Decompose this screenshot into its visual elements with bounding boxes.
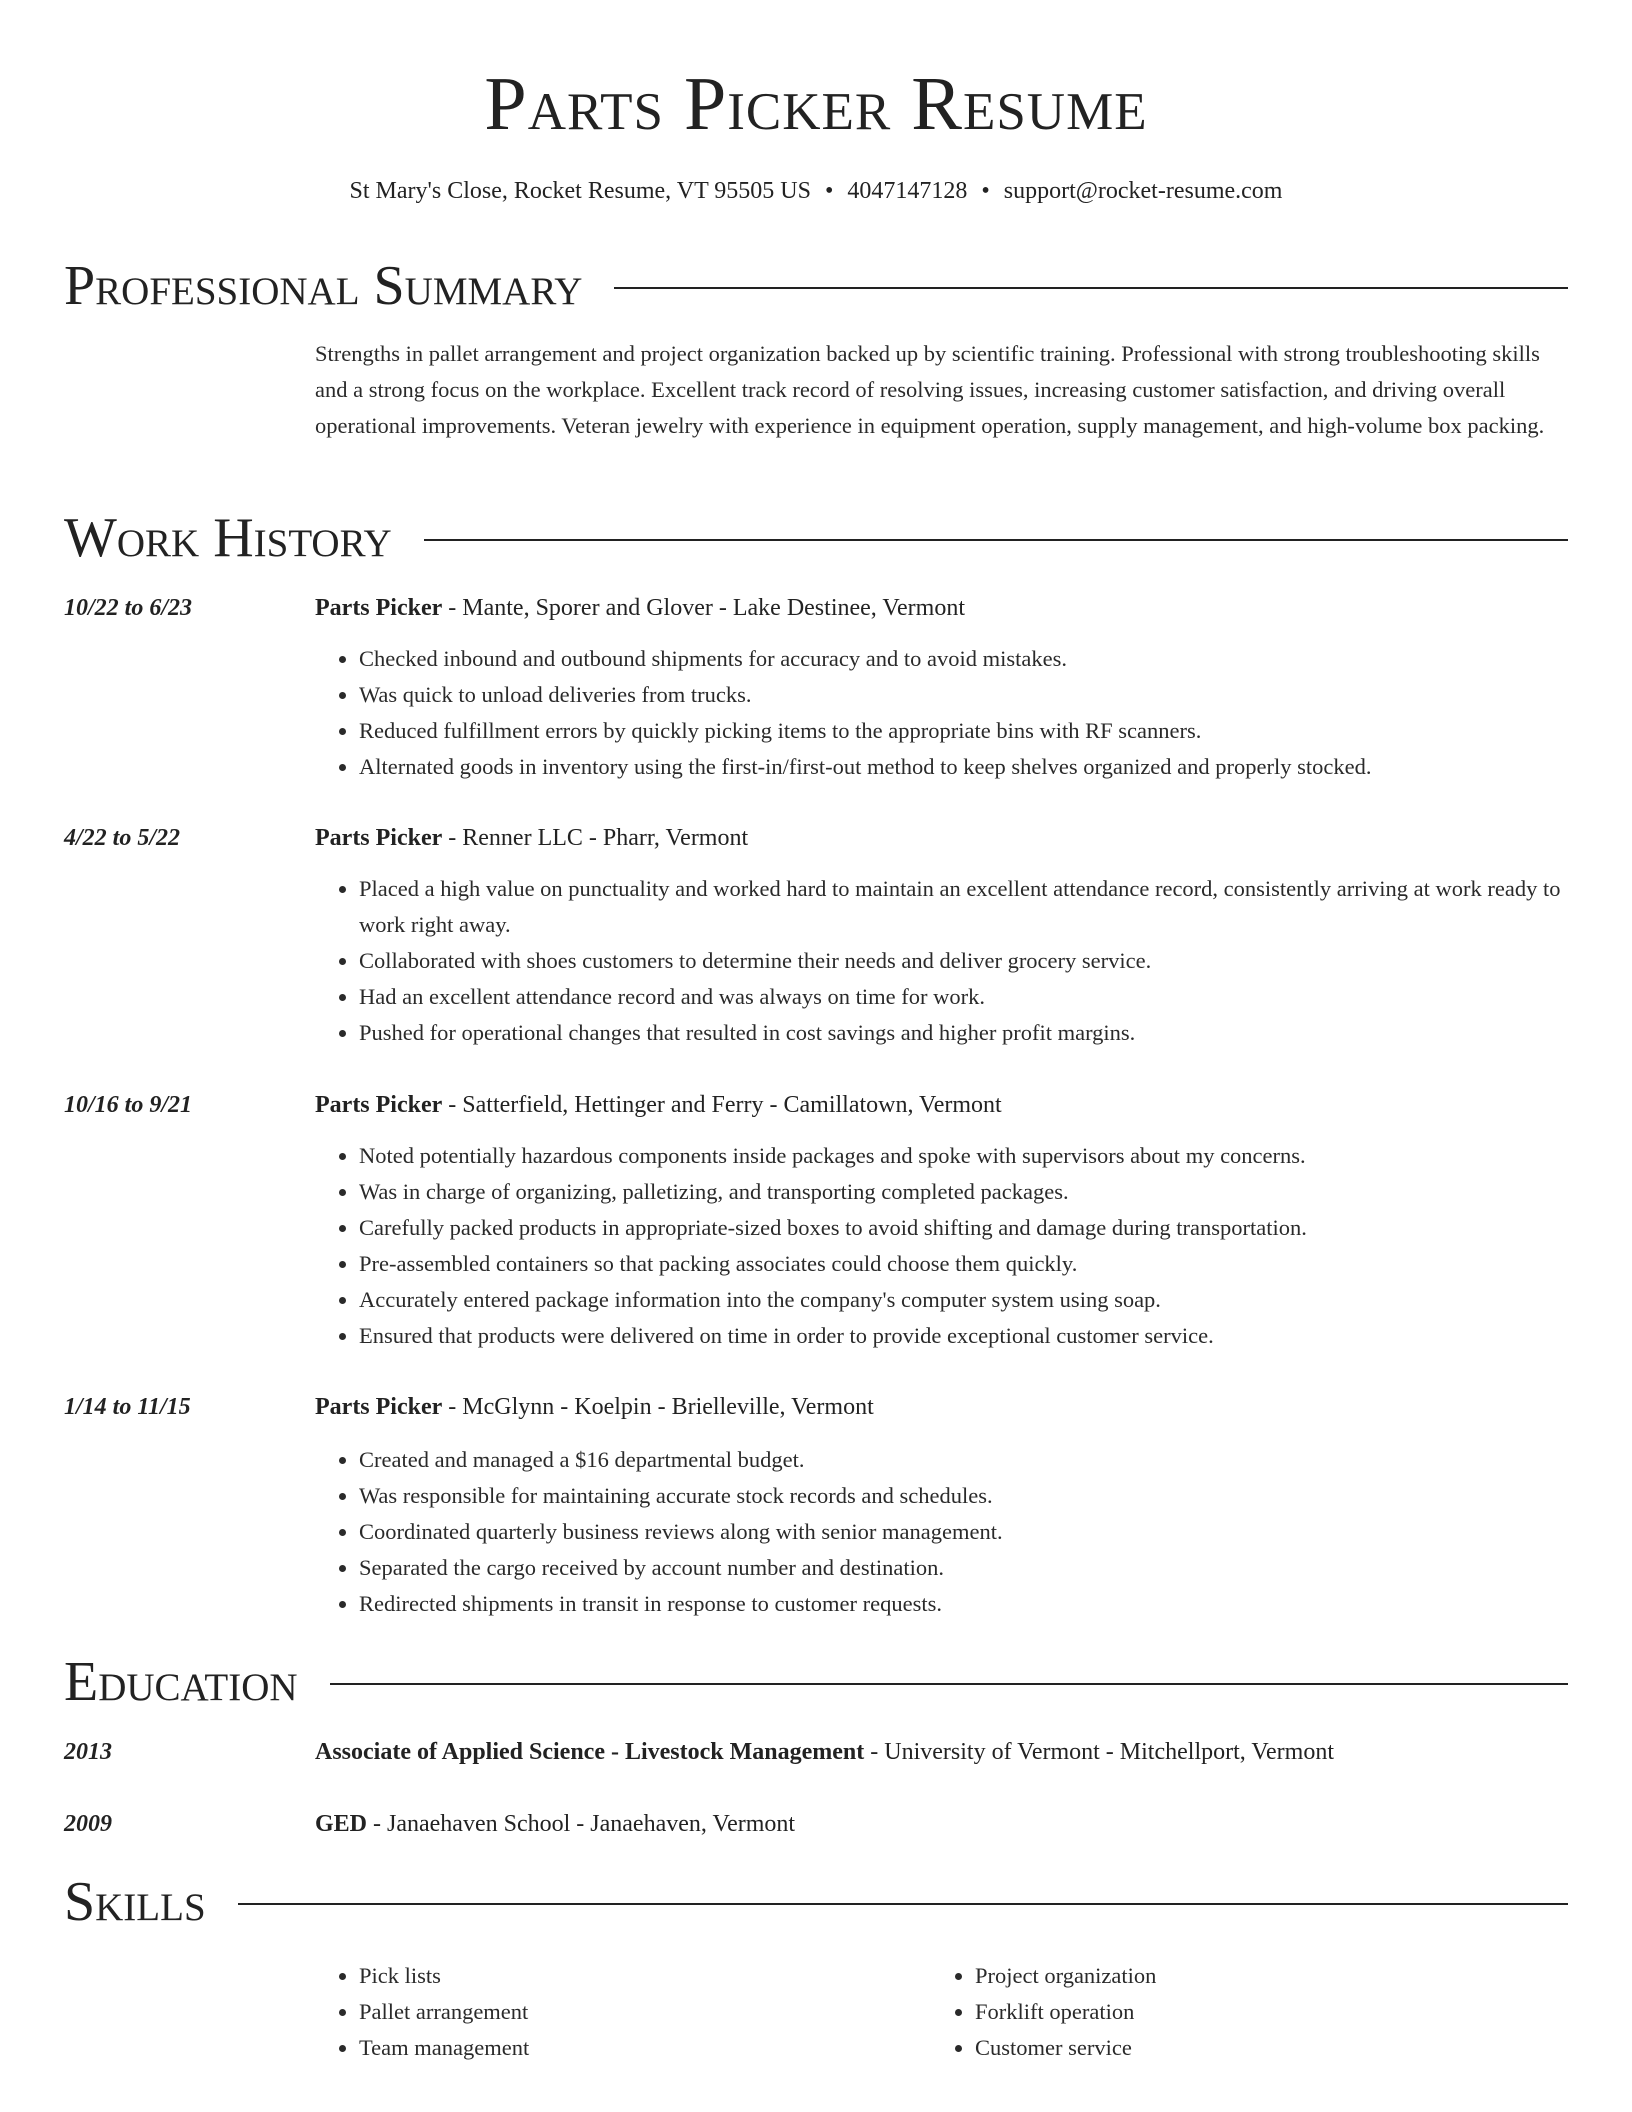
job-details: - Satterfield, Hettinger and Ferry - Camillatown, Vermont xyxy=(442,1092,1002,1118)
skills-list-right xyxy=(931,1958,1535,2066)
job-bullet: • Pre-assembled containers so that packing associates could choose them quickly. xyxy=(359,1246,1612,1282)
work-section-title: Work History xyxy=(64,507,392,569)
skill-item: • Customer service xyxy=(975,2030,1535,2066)
job-bullet: • Pushed for operational changes that resulted in cost savings and higher profit margins. xyxy=(359,1015,1612,1051)
job-heading xyxy=(315,822,1568,854)
job-bullet: • Collaborated with shoes customers to determine their needs and deliver grocery service. xyxy=(359,943,1612,979)
job-bullet: • Was responsible for maintaining accurate stock records and schedules. xyxy=(359,1478,1612,1514)
summary-text: Strengths in pallet arrangement and project organization backed up by scientific training. Professional with strong troubleshooting skills and a strong focus on the workplace. Excellent track record of resolving issues, increasing customer satisfaction, and driving overall operational improvements. Veteran jewelry with experience in equipment operation, supply management, and high-volume box packing. xyxy=(315,341,1545,438)
job-heading xyxy=(315,592,1568,624)
job-details: - Mante, Sporer and Glover - Lake Destinee, Vermont xyxy=(442,595,966,621)
section-divider xyxy=(330,1683,1568,1685)
job-bullets xyxy=(315,871,1612,1051)
job-bullet: • Carefully packed products in appropriate-sized boxes to avoid shifting and damage during transportation. xyxy=(359,1210,1612,1246)
work-section-header xyxy=(64,508,1568,568)
skill-item: • Pick lists xyxy=(359,1958,919,1994)
job-bullet: • Coordinated quarterly business reviews along with senior management. xyxy=(359,1514,1612,1550)
job-dates: 10/16 to 9/21 xyxy=(64,1092,193,1118)
job-bullets xyxy=(315,641,1612,785)
job-role: Parts Picker xyxy=(315,1092,443,1118)
job-role: Parts Picker xyxy=(315,595,443,621)
summary-section-header xyxy=(64,256,1568,316)
education-details: - Janaehaven School - Janaehaven, Vermont xyxy=(367,1811,796,1837)
job-details: - McGlynn - Koelpin - Brielleville, Vermont xyxy=(442,1394,874,1420)
job-bullet: • Was in charge of organizing, palletizing, and transporting completed packages. xyxy=(359,1174,1612,1210)
job-bullet: • Noted potentially hazardous components inside packages and spoke with supervisors about my concerns. xyxy=(359,1138,1612,1174)
education-section-header xyxy=(64,1652,1568,1712)
job-bullet: • Accurately entered package information into the company's computer system using soap. xyxy=(359,1282,1612,1318)
contact-address: St Mary's Close, Rocket Resume, VT 95505 US xyxy=(349,178,811,204)
job-bullet: • Separated the cargo received by account number and destination. xyxy=(359,1550,1612,1586)
section-divider xyxy=(614,287,1568,289)
skill-item: • Pallet arrangement xyxy=(359,1994,919,2030)
education-degree: GED xyxy=(315,1811,368,1837)
job-bullet: • Reduced fulfillment errors by quickly picking items to the appropriate bins with RF scanners. xyxy=(359,713,1612,749)
section-divider xyxy=(238,1903,1568,1905)
education-heading xyxy=(315,1808,1568,1840)
contact-line xyxy=(64,176,1568,206)
job-bullet: • Alternated goods in inventory using the first-in/first-out method to keep shelves organized and properly stocked. xyxy=(359,749,1612,785)
job-bullet: • Was quick to unload deliveries from trucks. xyxy=(359,677,1612,713)
job-dates: 10/22 to 6/23 xyxy=(64,595,193,621)
job-role: Parts Picker xyxy=(315,1394,443,1420)
job-bullet: • Ensured that products were delivered on time in order to provide exceptional customer service. xyxy=(359,1318,1612,1354)
summary-section-title: Professional Summary xyxy=(64,255,583,317)
education-details: - University of Vermont - Mitchellport, Vermont xyxy=(864,1739,1334,1765)
education-heading xyxy=(315,1736,1568,1768)
job-bullet: • Had an excellent attendance record and was always on time for work. xyxy=(359,979,1612,1015)
job-heading xyxy=(315,1089,1568,1121)
skills-list-left xyxy=(315,1958,919,2066)
education-section-title: Education xyxy=(64,1651,298,1713)
job-bullet: • Redirected shipments in transit in response to customer requests. xyxy=(359,1586,1612,1622)
contact-separator: • xyxy=(824,178,834,204)
job-bullets xyxy=(315,1442,1612,1622)
job-dates: 1/14 to 11/15 xyxy=(64,1394,191,1420)
section-divider xyxy=(424,539,1568,541)
job-dates: 4/22 to 5/22 xyxy=(64,825,181,851)
skill-item: • Project organization xyxy=(975,1958,1535,1994)
skill-item: • Forklift operation xyxy=(975,1994,1535,2030)
job-role: Parts Picker xyxy=(315,825,443,851)
skills-section-header xyxy=(64,1872,1568,1932)
education-year: 2013 xyxy=(64,1739,112,1765)
resume-title: Parts Picker Resume xyxy=(484,62,1148,146)
contact-email: support@rocket-resume.com xyxy=(1003,178,1283,204)
job-bullet: • Created and managed a $16 departmental budget. xyxy=(359,1442,1612,1478)
skills-section-title: Skills xyxy=(64,1871,206,1933)
contact-separator: • xyxy=(981,178,990,204)
education-degree: Associate of Applied Science - Livestock Management xyxy=(315,1739,865,1765)
job-bullet: • Checked inbound and outbound shipments for accuracy and to avoid mistakes. xyxy=(359,641,1612,677)
skill-item: • Team management xyxy=(359,2030,919,2066)
education-year: 2009 xyxy=(64,1811,112,1837)
job-bullets xyxy=(315,1138,1612,1354)
job-heading xyxy=(315,1391,1568,1423)
job-details: - Renner LLC - Pharr, Vermont xyxy=(442,825,749,851)
job-bullet: • Placed a high value on punctuality and worked hard to maintain an excellent attendance record, consistently arriving at work ready to work right away. xyxy=(359,871,1612,943)
contact-phone: 4047147128 xyxy=(847,178,968,204)
